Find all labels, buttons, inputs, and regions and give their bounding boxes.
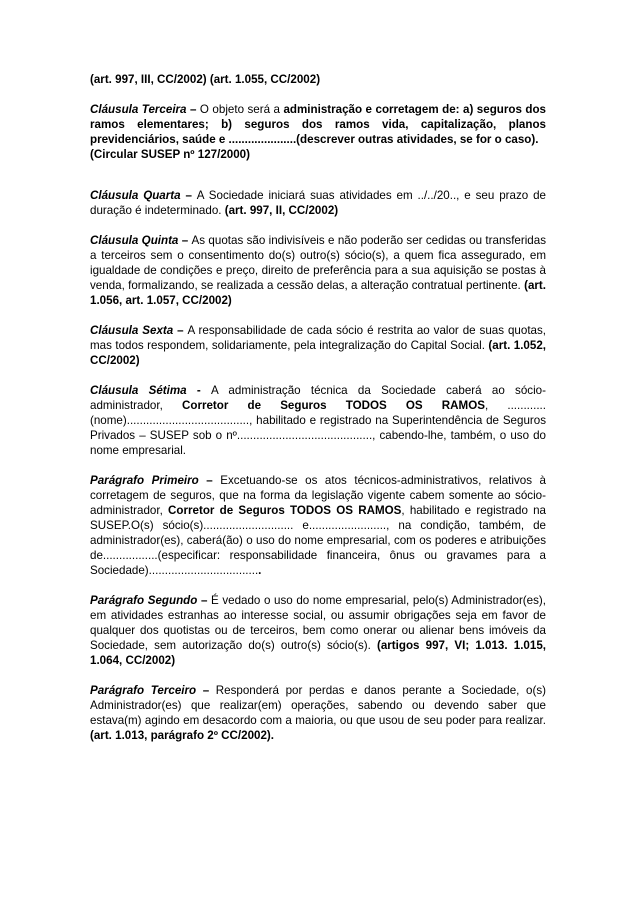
document-page — [90, 72, 546, 758]
paragrafo-terceiro — [90, 683, 546, 743]
clausula-quarta-label: Cláusula Quarta — [90, 189, 181, 202]
clausula-terceira-label: Cláusula Terceira — [90, 103, 187, 116]
paragrafo-primeiro-bold-text: Corretor de Seguros TODOS OS RAMOS — [168, 504, 402, 517]
paragrafo-primeiro-text-1: Excetuando-se os atos técnicos-administrativos, relativos à corretagem de seguros, que na forma da legislação vigente cabem somente ao sócio-administrador, — [90, 474, 547, 517]
clausula-quinta-sep: – — [178, 234, 192, 247]
clausula-terceira-bold-text: administração e corretagem de: a) seguros dos ramos elementares; b) seguros dos ramos vida, capitalização, planos previdenciários, saúde e .....................(descrever outras atividades, se for o caso). — [90, 103, 546, 146]
clausula-setima-sep: - — [186, 384, 212, 397]
paragrafo-terceiro-label: Parágrafo Terceiro — [90, 684, 197, 697]
clausula-quinta — [90, 233, 546, 308]
clausula-sexta-sep: – — [173, 324, 188, 337]
clausula-quarta-text: A Sociedade iniciará suas atividades em ../../20.., e seu prazo de duração é indeterminado. — [90, 189, 546, 217]
clausula-quinta-label: Cláusula Quinta — [90, 234, 179, 247]
clausula-quarta-reference: (art. 997, II, CC/2002) — [224, 204, 339, 217]
clausula-sexta-label: Cláusula Sexta — [90, 324, 174, 337]
paragrafo-primeiro-label: Parágrafo Primeiro — [90, 474, 199, 487]
paragrafo-primeiro — [90, 473, 546, 578]
paragrafo-segundo-sep: – — [197, 594, 211, 607]
clausula-sexta — [90, 323, 546, 368]
clausula-setima-bold-text: Corretor de Seguros TODOS OS RAMOS — [181, 399, 485, 412]
clausula-terceira — [90, 102, 546, 147]
clausula-quinta-reference: (art. 1.056, art. 1.057, CC/2002) — [90, 279, 546, 307]
clausula-sexta-text: A responsabilidade de cada sócio é restrita ao valor de suas quotas, mas todos respondem, solidariamente, pela integralização do Capital Social. — [90, 324, 547, 352]
clausula-terceira-reference: (Circular SUSEP nº 127/2000) — [90, 148, 250, 161]
intro-reference: (art. 997, III, CC/2002) (art. 1.055, CC/2002) — [90, 73, 321, 86]
clausula-terceira-sep: – — [186, 103, 200, 116]
paragrafo-terceiro-reference: (art. 1.013, parágrafo 2º CC/2002). — [90, 729, 275, 742]
paragrafo-primeiro-sep: – — [198, 474, 221, 487]
clausula-setima-label: Cláusula Sétima — [90, 384, 187, 397]
paragrafo-segundo — [90, 593, 546, 668]
clausula-setima — [90, 383, 546, 458]
paragrafo-segundo-label: Parágrafo Segundo — [90, 594, 198, 607]
clausula-quinta-text: As quotas são indivisíveis e não poderão ser cedidas ou transferidas a terceiros sem o consentimento do(s) outro(s) sócio(s), a quem fica assegurado, em igualdade de condições e preço, direito de preferência para a sua aquisição se postas à venda, formalizando, se realizada a cessão delas, a alteração contratual pertinente. — [90, 234, 546, 292]
clausula-quarta-sep: – — [180, 189, 197, 202]
clausula-sexta-reference: (art. 1.052, CC/2002) — [90, 339, 546, 367]
clausula-quarta — [90, 188, 546, 218]
clausula-setima-text-2: , ............(nome)......................................, habilitado e registrado na Superintendência de Seguros Privados – SUSEP sob o nº.........................................., cabendo-lhe, também, o uso do nome empresarial. — [90, 399, 546, 457]
clausula-terceira-text: O objeto será a — [199, 103, 284, 116]
clausula-setima-text-1: A administração técnica da Sociedade caberá ao sócio-administrador, — [90, 384, 546, 412]
paragrafo-primeiro-end: . — [258, 564, 262, 577]
paragrafo-segundo-text: É vedado o uso do nome empresarial, pelo(s) Administrador(es), em atividades estranhas ao interesse social, ou assumir obrigações seja em favor de qualquer dos quotistas ou de terceiros, bem como onerar ou alienar bens imóveis da Sociedade, sem autorização do(s) outro(s) sócio(s). — [90, 594, 546, 652]
paragrafo-primeiro-text-2: , habilitado e registrado na SUSEP.O(s) sócio(s)............................ e........................, na condição, também, de administrador(es), caberá(ão) o uso do nome empresarial, com os poderes e atribuições de.................(especificar: responsabilidade financeira, ônus ou gravames para a Sociedade).................................. — [90, 504, 547, 577]
paragrafo-segundo-reference: (artigos 997, VI; 1.013. 1.015, 1.064, CC/2002) — [90, 639, 546, 667]
paragrafo-terceiro-sep: – — [196, 684, 216, 697]
paragrafo-terceiro-text: Responderá por perdas e danos perante a Sociedade, o(s) Administrador(es) que realizar(em) operações, sabendo ou devendo saber que estava(m) agindo em desacordo com a maioria, ou que usou de seu poder para realizar. — [90, 684, 546, 727]
